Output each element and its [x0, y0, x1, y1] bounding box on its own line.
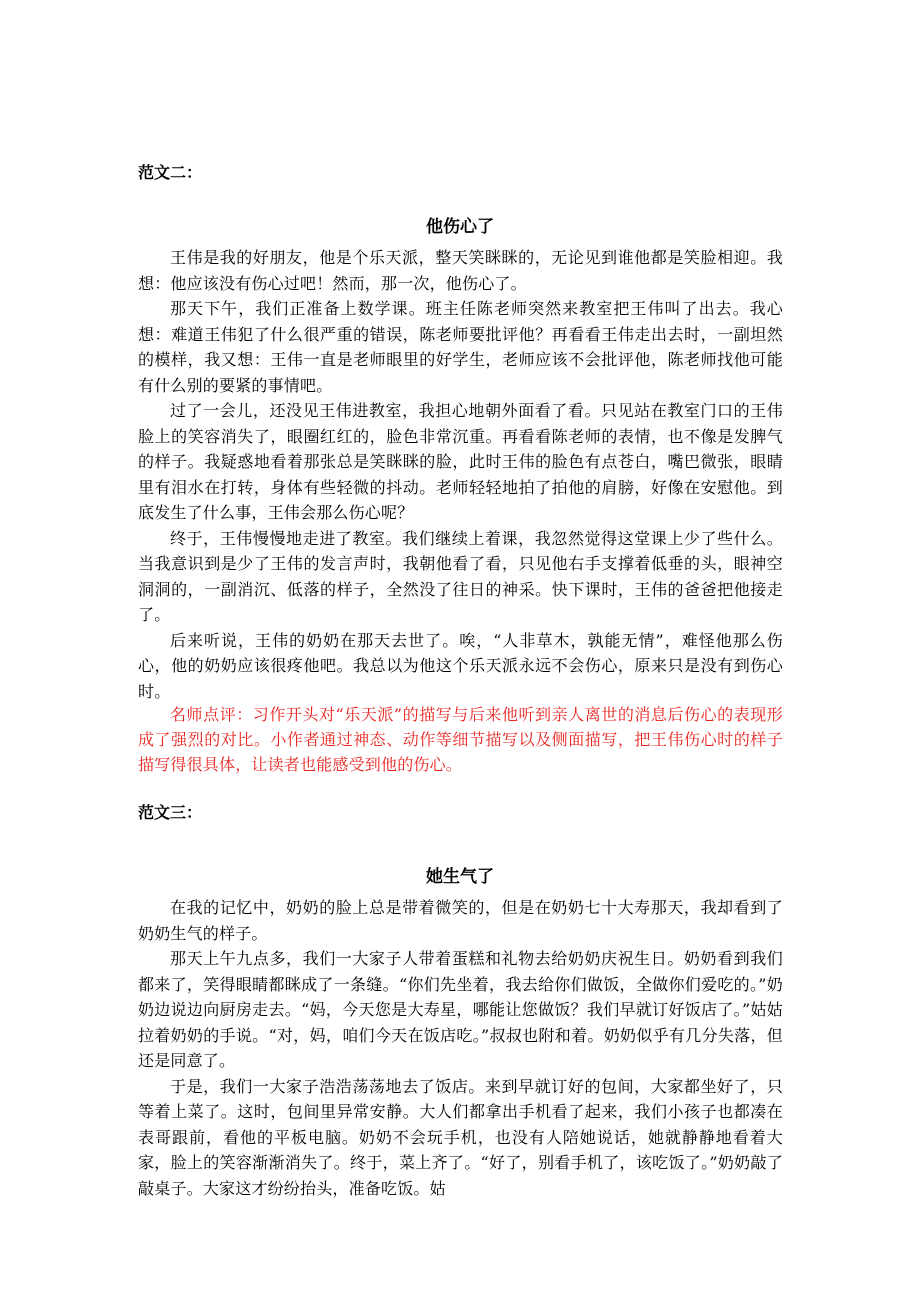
sample2-paragraph: 那天下午，我们正准备上数学课。班主任陈老师突然来教室把王伟叫了出去。我心想：难道王伟犯了什么很严重的错误，陈老师要批评他？再看看王伟走出去时，一副坦然的模样，我又想：王伟一直是老师眼里的好学生，老师应该不会批评他，陈老师找他可能有什么别的要紧的事情吧。 — [138, 299, 783, 395]
sample2-paragraph: 过了一会儿，还没见王伟进教室，我担心地朝外面看了看。只见站在教室门口的王伟脸上的笑容消失了，眼圈红红的，脸色非常沉重。再看看陈老师的表情，也不像是发脾气的样子。我疑惑地看着那张总是笑眯眯的脸，此时王伟的脸色有点苍白，嘴巴微张，眼睛里有泪水在打转，身体有些轻微的抖动。老师轻轻地拍了拍他的肩膀，好像在安慰他。到底发生了什么事，王伟会那么伤心呢？ — [138, 401, 783, 522]
sample3-paragraph: 在我的记忆中，奶奶的脸上总是带着微笑的，但是在奶奶七十大寿那天，我却看到了奶奶生气的样子。 — [138, 898, 783, 943]
sample3-body — [138, 895, 783, 1201]
sample3-paragraph: 那天上午九点多，我们一大家子人带着蛋糕和礼物去给奶奶庆祝生日。奶奶看到我们都来了，笑得眼睛都眯成了一条缝。“你们先坐着，我去给你们做饭，全做你们爱吃的。”奶奶边说边向厨房走去。“妈，今天您是大寿星，哪能让您做饭？我们早就订好饭店了。”姑姑拉着奶奶的手说。“对，妈，咱们今天在饭店吃。”叔叔也附和着。奶奶似乎有几分失落，但还是同意了。 — [138, 949, 783, 1070]
sample3-label: 范文三： — [138, 803, 203, 822]
sample2-title: 他伤心了 — [426, 217, 494, 237]
sample2-paragraph: 王伟是我的好朋友，他是个乐天派，整天笑眯眯的，无论见到谁他都是笑脸相迎。我想：他应该没有伤心过吧！然而，那一次，他伤心了。 — [138, 248, 783, 293]
sample2-paragraph: 后来听说，王伟的奶奶在那天去世了。唉，“人非草木，孰能无情”，难怪他那么伤心，他的奶奶应该很疼他吧。我总以为他这个乐天派永远不会伤心，原来只是没有到伤心时。 — [138, 630, 783, 701]
teacher-comment-text: 名师点评：习作开头对“乐天派”的描写与后来他听到亲人离世的消息后伤心的表现形成了强烈的对比。小作者通过神态、动作等细节描写以及侧面描写，把王伟伤心时的样子描写得很具体，让读者也能感受到他的伤心。 — [138, 705, 783, 774]
sample3-title: 她生气了 — [426, 867, 494, 887]
sample2-label: 范文二： — [138, 163, 203, 182]
sample2-paragraph: 终于，王伟慢慢地走进了教室。我们继续上着课，我忽然觉得这堂课上少了些什么。当我意识到是少了王伟的发言声时，我朝他看了看，只见他右手支撑着低垂的头，眼神空洞洞的，一副消沉、低落的样子，全然没了往日的神采。快下课时，王伟的爸爸把他接走了。 — [138, 528, 783, 624]
teacher-comment — [138, 702, 783, 777]
sample3-paragraph: 于是，我们一大家子浩浩荡荡地去了饭店。来到早就订好的包间，大家都坐好了，只等着上菜了。这时，包间里异常安静。大人们都拿出手机看了起来，我们小孩子也都凑在表哥跟前，看他的平板电脑。奶奶不会玩手机，也没有人陪她说话，她就静静地看着大家，脸上的笑容渐渐消失了。终于，菜上齐了。“好了，别看手机了，该吃饭了。”奶奶敲了敲桌子。大家这才纷纷抬头，准备吃饭。姑 — [138, 1076, 783, 1198]
sample2-body — [138, 245, 783, 704]
